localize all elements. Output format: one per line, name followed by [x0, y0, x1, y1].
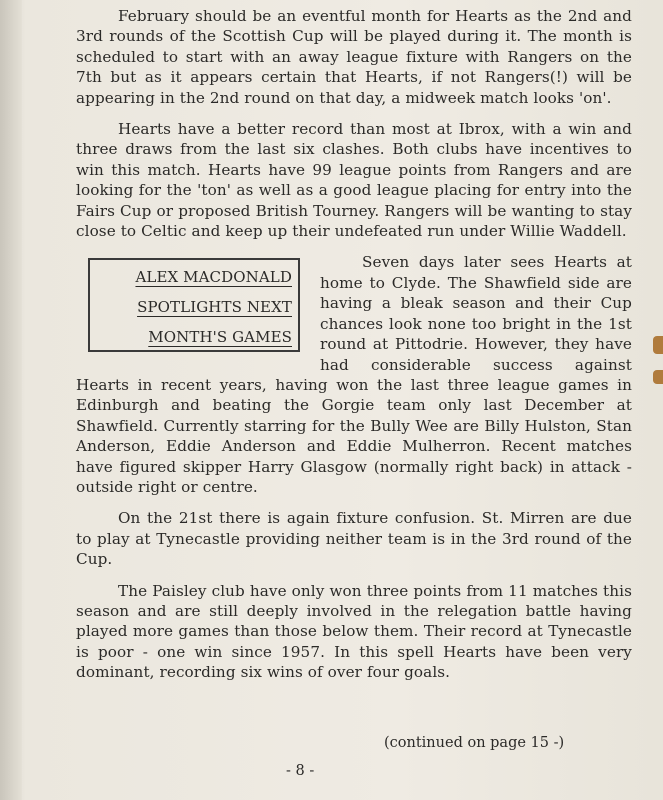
- continued-note: (continued on page 15 -): [384, 735, 565, 751]
- article-paragraph-4: On the 21st there is again fixture confusion. St. Mirren are due to play at Tynecastle providing neither team is in the 3rd round of the Cup.: [76, 509, 632, 569]
- callout-line-1: ALEX MACDONALD: [135, 268, 292, 287]
- page-edge-stain: [653, 370, 663, 384]
- callout-line-2: SPOTLIGHTS NEXT: [137, 298, 292, 317]
- page-edge-stain: [653, 336, 663, 354]
- article-paragraph-3-wrap: [76, 252, 632, 497]
- article-paragraph-5: The Paisley club have only won three points from 11 matches this season and are still deeply involved in the relegation battle having played more games than those below them. Their record at Tynecastle is poor - one win since 1957. In this spell Hearts have been very dominant, recording six wins of over four goals.: [76, 581, 632, 682]
- page-fold-shadow: [0, 0, 22, 800]
- spotlight-callout-box: [88, 258, 300, 352]
- article-body: [76, 6, 632, 694]
- article-paragraph-2: Hearts have a better record than most at Ibrox, with a win and three draws from the last six clashes. Both clubs have incentives to win this match. Hearts have 99 league points from Rangers and are looking for the 'ton' as well as a good league placing for entry into the Fairs Cup or proposed British Tourney. Rangers will be wanting to stay close to Celtic and keep up their undefeated run under Willie Waddell.: [76, 120, 632, 241]
- article-paragraph-3: Seven days later sees Hearts at home to Clyde. The Shawfield side are having a bleak season and their Cup chances look none too bright in the 1st round at Pittodrie. However, they have had considerable success against Hearts in recent years, having won the last three league games in Edinburgh and beating the Gorgie team only last December at Shawfield. Currently starring for the Bully Wee are Billy Hulston, Stan Anderson, Eddie Anderson and Eddie Mulherron. Recent matches have figured skipper Harry Glasgow (normally right back) in attack - outside right or centre.: [76, 253, 632, 496]
- article-paragraph-1: February should be an eventful month for Hearts as the 2nd and 3rd rounds of the Scottish Cup will be played during it. The month is scheduled to start with an away league fixture with Rangers on the 7th but as it appears certain that Hearts, if not Rangers(!) will be appearing in the 2nd round on that day, a midweek match looks 'on'.: [76, 7, 632, 107]
- page-number: - 8 -: [286, 763, 315, 779]
- callout-line-3: MONTH'S GAMES: [148, 328, 292, 347]
